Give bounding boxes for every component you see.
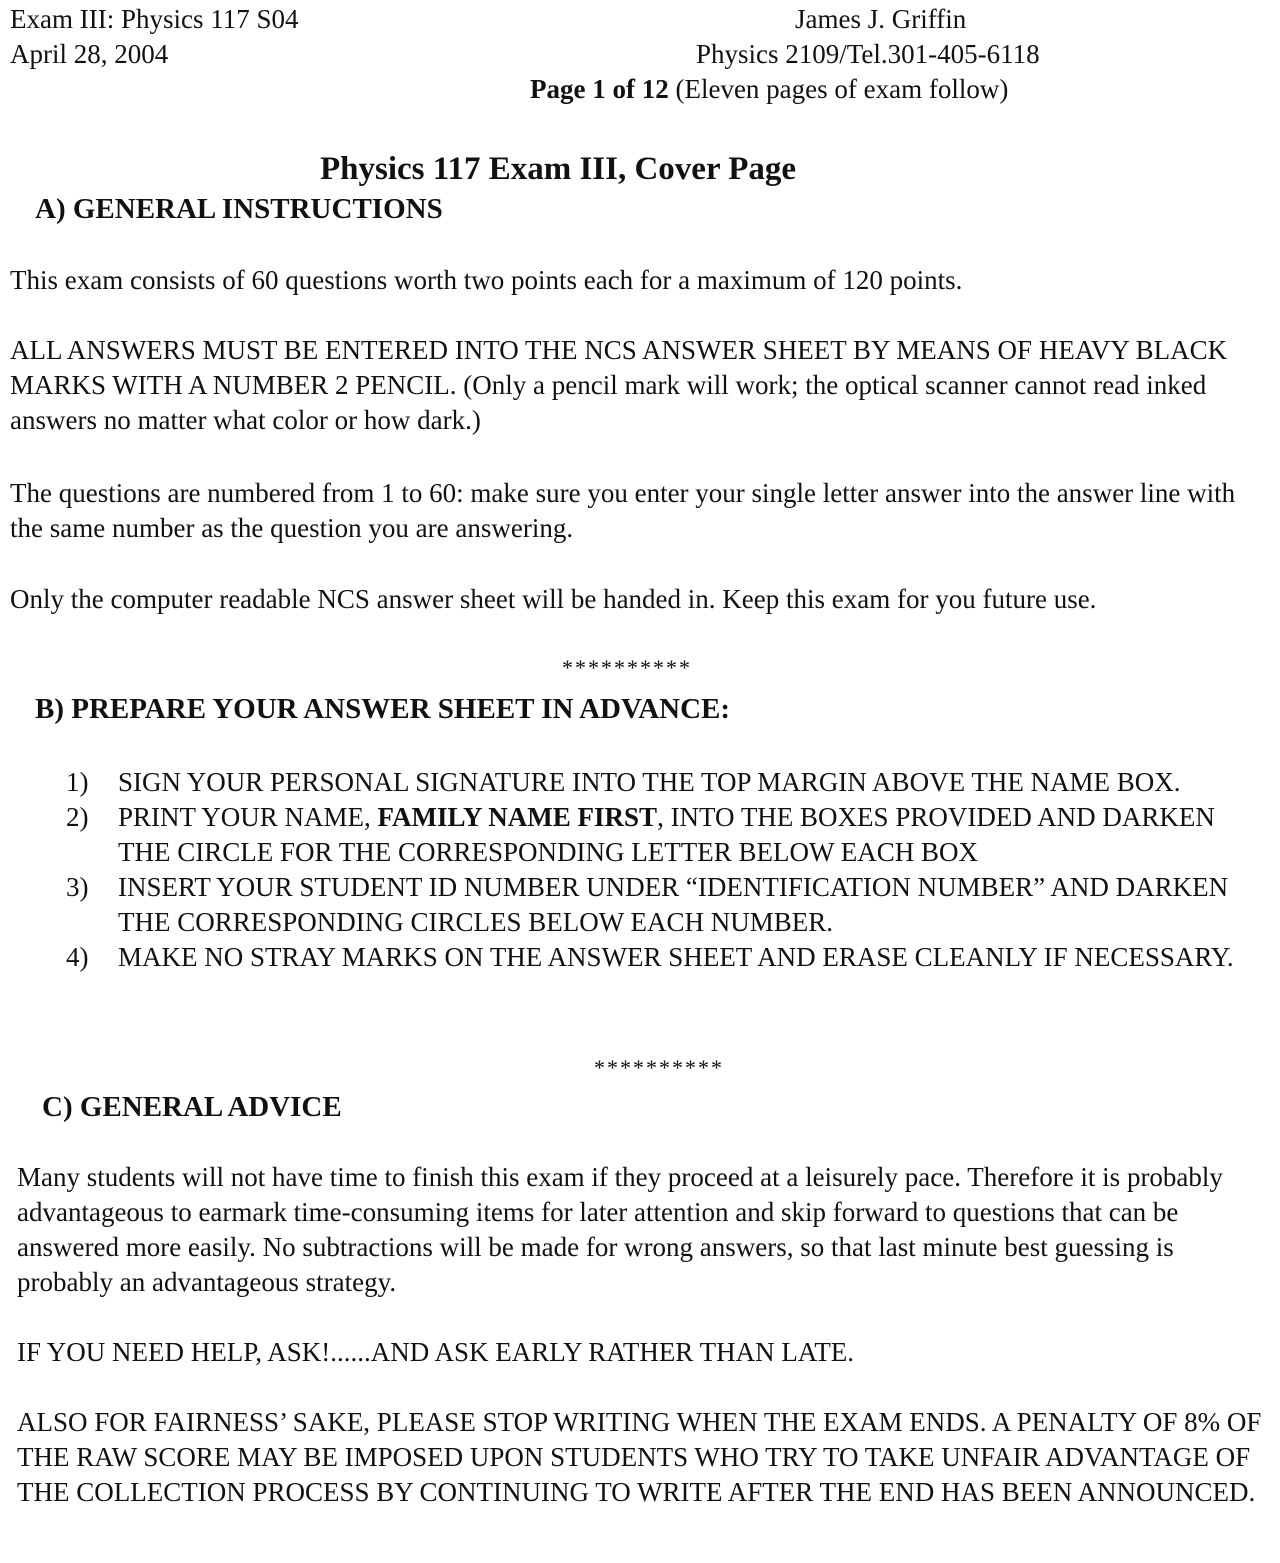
instructions-paragraph-2: ALL ANSWERS MUST BE ENTERED INTO THE NCS ANSWER SHEET BY MEANS OF HEAVY BLACK MARKS WITH A NUMBER 2 PENCIL. (Only a pencil mark will work; the optical scanner cannot read inked answers no matter what color or how dark.): [10, 335, 1228, 435]
list-item-number: 3): [66, 872, 89, 902]
list-item: [0, 870, 1270, 940]
instructions-paragraph-3: The questions are numbered from 1 to 60: make sure you enter your single letter answer into the answer line with the same number as the question you are answering.: [10, 478, 1236, 543]
list-item-text: SIGN YOUR PERSONAL SIGNATURE INTO THE TOP MARGIN ABOVE THE NAME BOX.: [118, 767, 1181, 797]
list-item-text: INSERT YOUR STUDENT ID NUMBER UNDER “IDENTIFICATION NUMBER” AND DARKEN THE CORRESPONDING CIRCLES BELOW EACH NUMBER.: [118, 872, 1229, 937]
instructions-paragraph-4: Only the computer readable NCS answer sheet will be handed in. Keep this exam for you future use.: [10, 584, 1097, 614]
list-item-number: 4): [66, 942, 89, 972]
list-item-number: 1): [66, 767, 89, 797]
page-indicator: [530, 72, 1008, 107]
page-number: Page 1 of 12: [530, 74, 669, 104]
separator: **********: [562, 655, 692, 680]
list-item-text: [118, 802, 1215, 867]
advice-paragraph-3: ALSO FOR FAIRNESS’ SAKE, PLEASE STOP WRITING WHEN THE EXAM ENDS. A PENALTY OF 8% OF THE RAW SCORE MAY BE IMPOSED UPON STUDENTS WHO TRY TO TAKE UNFAIR ADVANTAGE OF THE COLLECTION PROCESS BY CONTINUING TO WRITE AFTER THE END HAS BEEN ANNOUNCED.: [17, 1407, 1262, 1507]
list-item-text-end: , INTO THE BOXES PROVIDED AND DARKEN THE CIRCLE FOR THE CORRESPONDING LETTER BELOW EACH BOX: [118, 802, 1215, 867]
instructor-name: James J. Griffin: [795, 4, 967, 34]
list-item: [0, 765, 1270, 800]
list-item-number: 2): [66, 802, 89, 832]
instructions-paragraph-1: This exam consists of 60 questions worth two points each for a maximum of 120 points.: [10, 265, 963, 295]
separator: **********: [594, 1055, 724, 1080]
list-item-text: MAKE NO STRAY MARKS ON THE ANSWER SHEET AND ERASE CLEANLY IF NECESSARY.: [118, 942, 1234, 972]
list-item: [0, 940, 1270, 975]
section-b-heading: B) PREPARE YOUR ANSWER SHEET IN ADVANCE:: [35, 693, 731, 725]
section-c-heading: C) GENERAL ADVICE: [42, 1091, 342, 1123]
list-item: [0, 800, 1270, 870]
exam-course-label: Exam III: Physics 117 S04: [10, 4, 299, 34]
page-title: Physics 117 Exam III, Cover Page: [320, 151, 797, 187]
page-note: (Eleven pages of exam follow): [668, 74, 1009, 104]
section-a-heading: A) GENERAL INSTRUCTIONS: [35, 193, 443, 225]
instructor-contact: Physics 2109/Tel.301-405-6118: [696, 39, 1040, 69]
exam-date: April 28, 2004: [10, 39, 169, 69]
advice-paragraph-2: IF YOU NEED HELP, ASK!......AND ASK EARLY RATHER THAN LATE.: [17, 1337, 855, 1367]
list-item-text-start: PRINT YOUR NAME,: [118, 802, 378, 832]
list-item-emphasis: FAMILY NAME FIRST: [377, 802, 658, 832]
answer-sheet-steps: [0, 765, 1270, 975]
advice-paragraph-1: Many students will not have time to finish this exam if they proceed at a leisurely pace. Therefore it is probably advantageous to earmark time-consuming items for later attention and skip forward to questions that can be answered more easily. No subtractions will be made for wrong answers, so that last minute best guessing is probably an advantageous strategy.: [17, 1162, 1223, 1297]
